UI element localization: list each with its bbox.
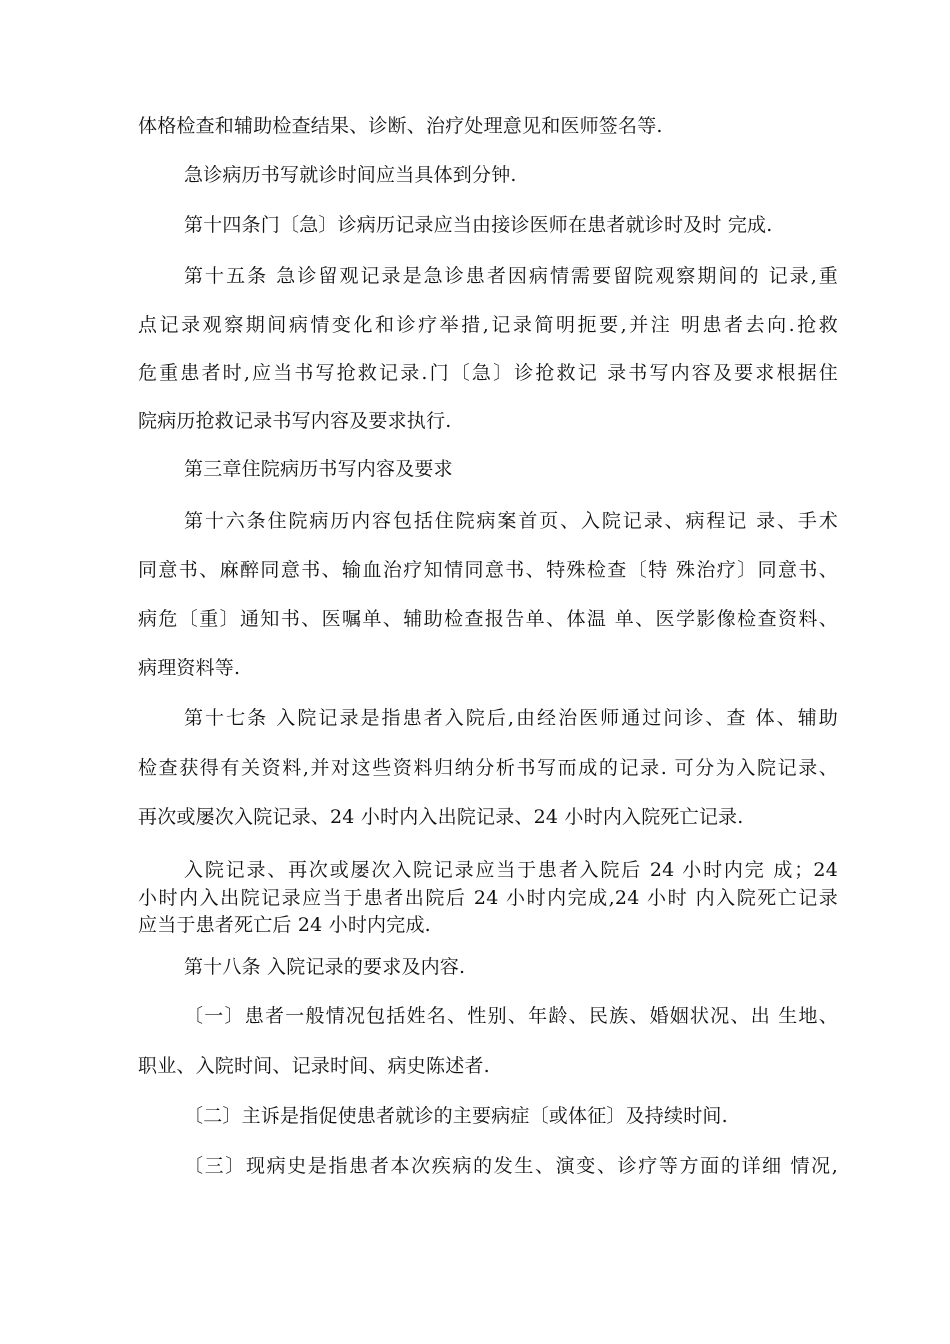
text-line-12: 病理资料等. <box>138 657 241 679</box>
text-line-22: 〔二〕主诉是指促使患者就诊的主要病症〔或体征〕及持续时间. <box>184 1105 728 1127</box>
text-line-14: 检查获得有关资料,并对这些资料归纳分析书写而成的记录. 可分为入院记录、 <box>138 757 838 779</box>
section-heading: 第三章住院病历书写内容及要求 <box>184 458 453 480</box>
text-line-15: 再次或屡次入院记录、24 小时内入出院记录、24 小时内入院死亡记录. <box>138 806 744 828</box>
text-line-3: 第十四条门〔急〕诊病历记录应当由接诊医师在患者就诊时及时 完成. <box>184 214 773 236</box>
text-line-5: 点记录观察期间病情变化和诊疗举措,记录简明扼要,并注 明患者去向.抢救 <box>138 314 838 336</box>
text-line-13: 第十七条 入院记录是指患者入院后,由经治医师通过问诊、查 体、辅助 <box>184 707 838 729</box>
text-line-21: 职业、入院时间、记录时间、病史陈述者. <box>138 1055 490 1077</box>
text-line-4: 第十五条 急诊留观记录是急诊患者因病情需要留院观察期间的 记录,重 <box>184 265 838 287</box>
text-line-19: 第十八条 入院记录的要求及内容. <box>184 956 466 978</box>
text-line-7: 院病历抢救记录书写内容及要求执行. <box>138 410 452 432</box>
text-line-1: 体格检查和辅助检查结果、诊断、治疗处理意见和医师签名等. <box>138 115 663 137</box>
text-line-18: 应当于患者死亡后 24 小时内完成. <box>138 914 431 936</box>
text-line-17: 小时内入出院记录应当于患者出院后 24 小时内完成,24 小时 内入院死亡记录 <box>138 887 838 909</box>
text-line-10: 同意书、麻醉同意书、输血治疗知情同意书、特殊检查〔特 殊治疗〕同意书、 <box>138 559 838 581</box>
text-line-9: 第十六条住院病历内容包括住院病案首页、入院记录、病程记 录、手术 <box>184 510 838 532</box>
text-line-2: 急诊病历书写就诊时间应当具体到分钟. <box>184 164 517 186</box>
text-line-23: 〔三〕现病史是指患者本次疾病的发生、演变、诊疗等方面的详细 情况, <box>184 1155 838 1177</box>
text-line-16: 入院记录、再次或屡次入院记录应当于患者入院后 24 小时内完 成；24 <box>184 859 838 881</box>
text-line-6: 危重患者时,应当书写抢救记录.门〔急〕诊抢救记 录书写内容及要求根据住 <box>138 362 838 384</box>
text-line-11: 病危〔重〕通知书、医嘱单、辅助检查报告单、体温 单、医学影像检查资料、 <box>138 608 838 630</box>
text-line-20: 〔一〕患者一般情况包括姓名、性别、年龄、民族、婚姻状况、出 生地、 <box>184 1005 838 1027</box>
